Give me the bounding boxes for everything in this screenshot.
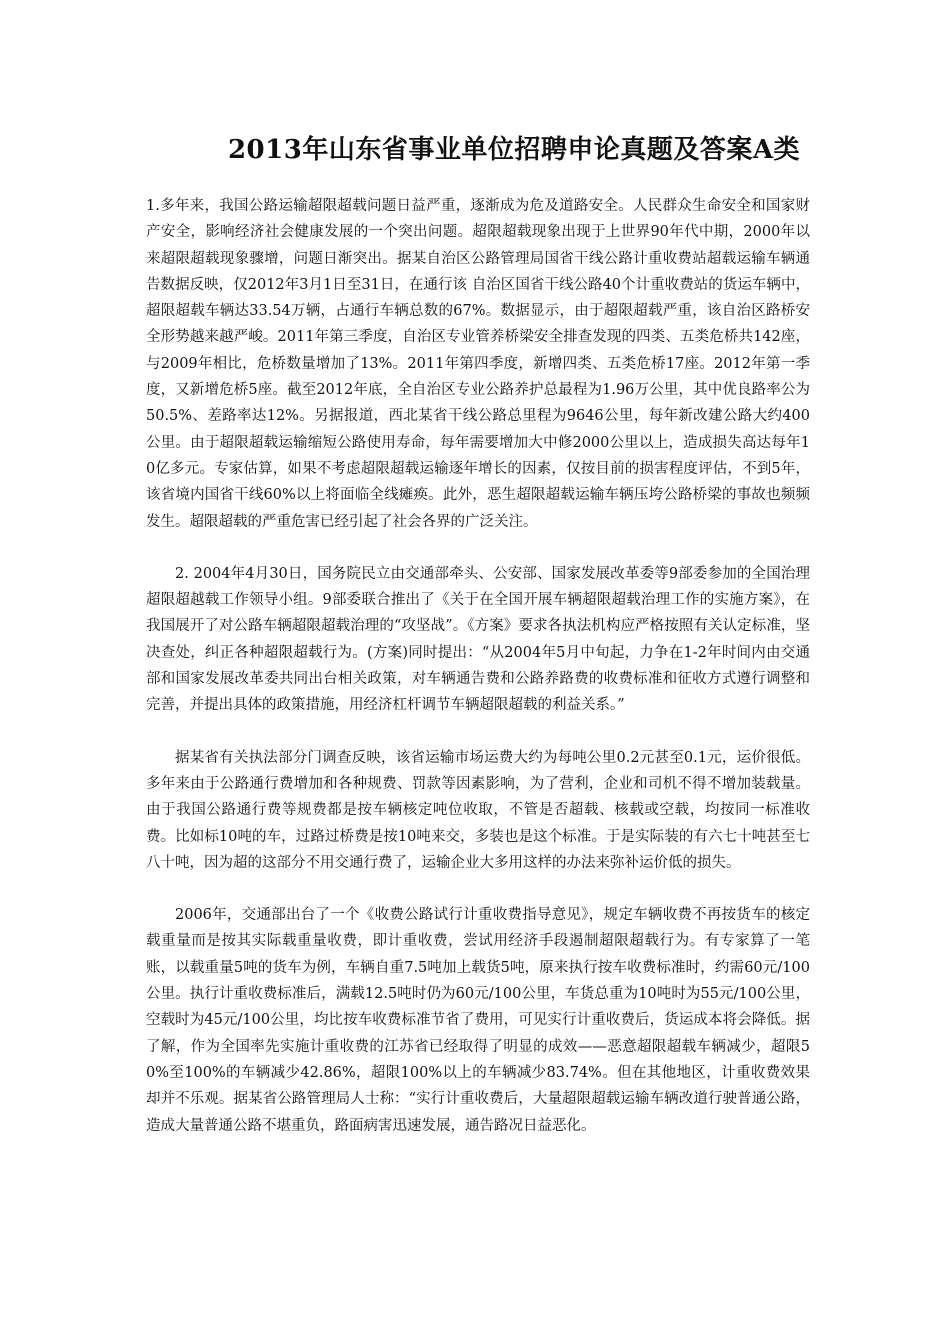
- paragraph-2: 2. 2004年4月30日，国务院民立由交通部牵头、公安部、国家发展改革委等9部委参加的全国治理超限超越载工作领导小组。9部委联合推出了《关于在全国开展车辆超限超载治理工作的实施方案》，在我国展开了对公路车辆超限超载治理的“攻坚战”。《方案》要求各执法机构应严格按照有关认定标准，坚决查处，纠正各种超限超载行为。(方案)同时提出：“从2004年5月中旬起，力争在1-2年时间内由交通部和国家发展改革委共同出台相关政策，对车辆通告费和公路养路费的收费标准和征收方式遵行调整和完善，并提出具体的政策措施，用经济杠杆调节车辆超限超载的利益关系。”: [146, 565, 810, 714]
- document-title: 2013年山东省事业单位招聘申论真题及答案A类: [227, 135, 800, 165]
- paragraph-1: 1.多年来，我国公路运输超限超载问题日益严重，逐渐成为危及道路安全。人民群众生命安全和国家财产安全，影响经济社会健康发展的一个突出问题。超限超载现象出现于上世界90年代中期，2000年以来超限超载现象骤增，问题日渐突出。据某自治区公路管理局国省干线公路计重收费站超载运输车辆通告数据反映，仅2012年3月1日至31日，在通行该 自治区国省干线公路40个计重收费站的货运车辆中，超限超载车辆达33.54万辆，占通行车辆总数的67%。数据显示，由于超限超载严重，该自治区路桥安全形势越来越严峻。2011年第三季度，自治区专业管养桥梁安全排查发现的四类、五类危桥共142座，与2009年相比，危桥数量增加了13%。2011年第四季度，新增四类、五类危桥17座。2012年第一季度，又新增危桥5座。截至2012年底，全自治区专业公路养护总最程为1.96万公里，其中优良路率公为50.5%、差路率达12%。另据报道，西北某省干线公路总里程为9646公里，每年新改建公路大约400公里。由于超限超载运输缩短公路使用寿命，每年需要增加大中修2000公里以上，造成损失高达每年10亿多元。专家估算，如果不考虑超限超载运输逐年增长的因素，仅按目前的损害程度评估，不到5年，该省境内国省干线60%以上将面临全线瘫痪。此外，恶生超限超载运输车辆压垮公路桥梁的事故也频频发生。超限超载的严重危害已经引起了社会各界的广泛关注。: [146, 198, 810, 530]
- paragraph-4: 2006年，交通部出台了一个《收费公路试行计重收费指导意见》，规定车辆收费不再按货车的核定载重量而是按其实际载重量收费，即计重收费，尝试用经济手段遏制超限超载行为。有专家算了一笔账，以载重量5吨的货车为例，车辆自重7.5吨加上载货5吨，原来执行按车收费标准时，约需60元/100公里。执行计重收费标准后，满载12.5吨时仍为60元/100公里，车货总重为10吨时为55元/100公里，空载时为45元/100公里，均比按车收费标准节省了费用，可见实行计重收费后，货运成本将会降低。据了解，作为全国率先实施计重收费的江苏省已经取得了明显的成效——恶意超限超载车辆减少，超限50%至100%的车辆减少42.86%，超限100%以上的车辆减少83.74%。但在其他地区，计重收费效果却并不乐观。据某省公路管理局人士称：“实行计重收费后，大量超限超载运输车辆改道行驶普通公路，造成大量普通公路不堪重负，路面病害迅速发展，通告路况日益恶化。: [146, 907, 810, 1134]
- document-body: [146, 193, 810, 1139]
- paragraph-gap: [146, 719, 810, 745]
- paragraph-gap: [146, 876, 810, 902]
- paragraph-3: 据某省有关执法部分门调查反映，该省运输市场运费大约为每吨公里0.2元甚至0.1元，运价很低。多年来由于公路通行费增加和各种规费、罚款等因素影响，为了营利，企业和司机不得不增加装载量。由于我国公路通行费等规费都是按车辆核定吨位收取，不管是否超载、核载或空载，均按同一标准收费。比如标10吨的车，过路过桥费是按10吨来交，多装也是这个标准。于是实际装的有六七十吨甚至七八十吨，因为超的这部分不用交通行费了，运输企业大多用这样的办法来弥补运价低的损失。: [146, 749, 810, 871]
- paragraph-gap: [146, 535, 810, 561]
